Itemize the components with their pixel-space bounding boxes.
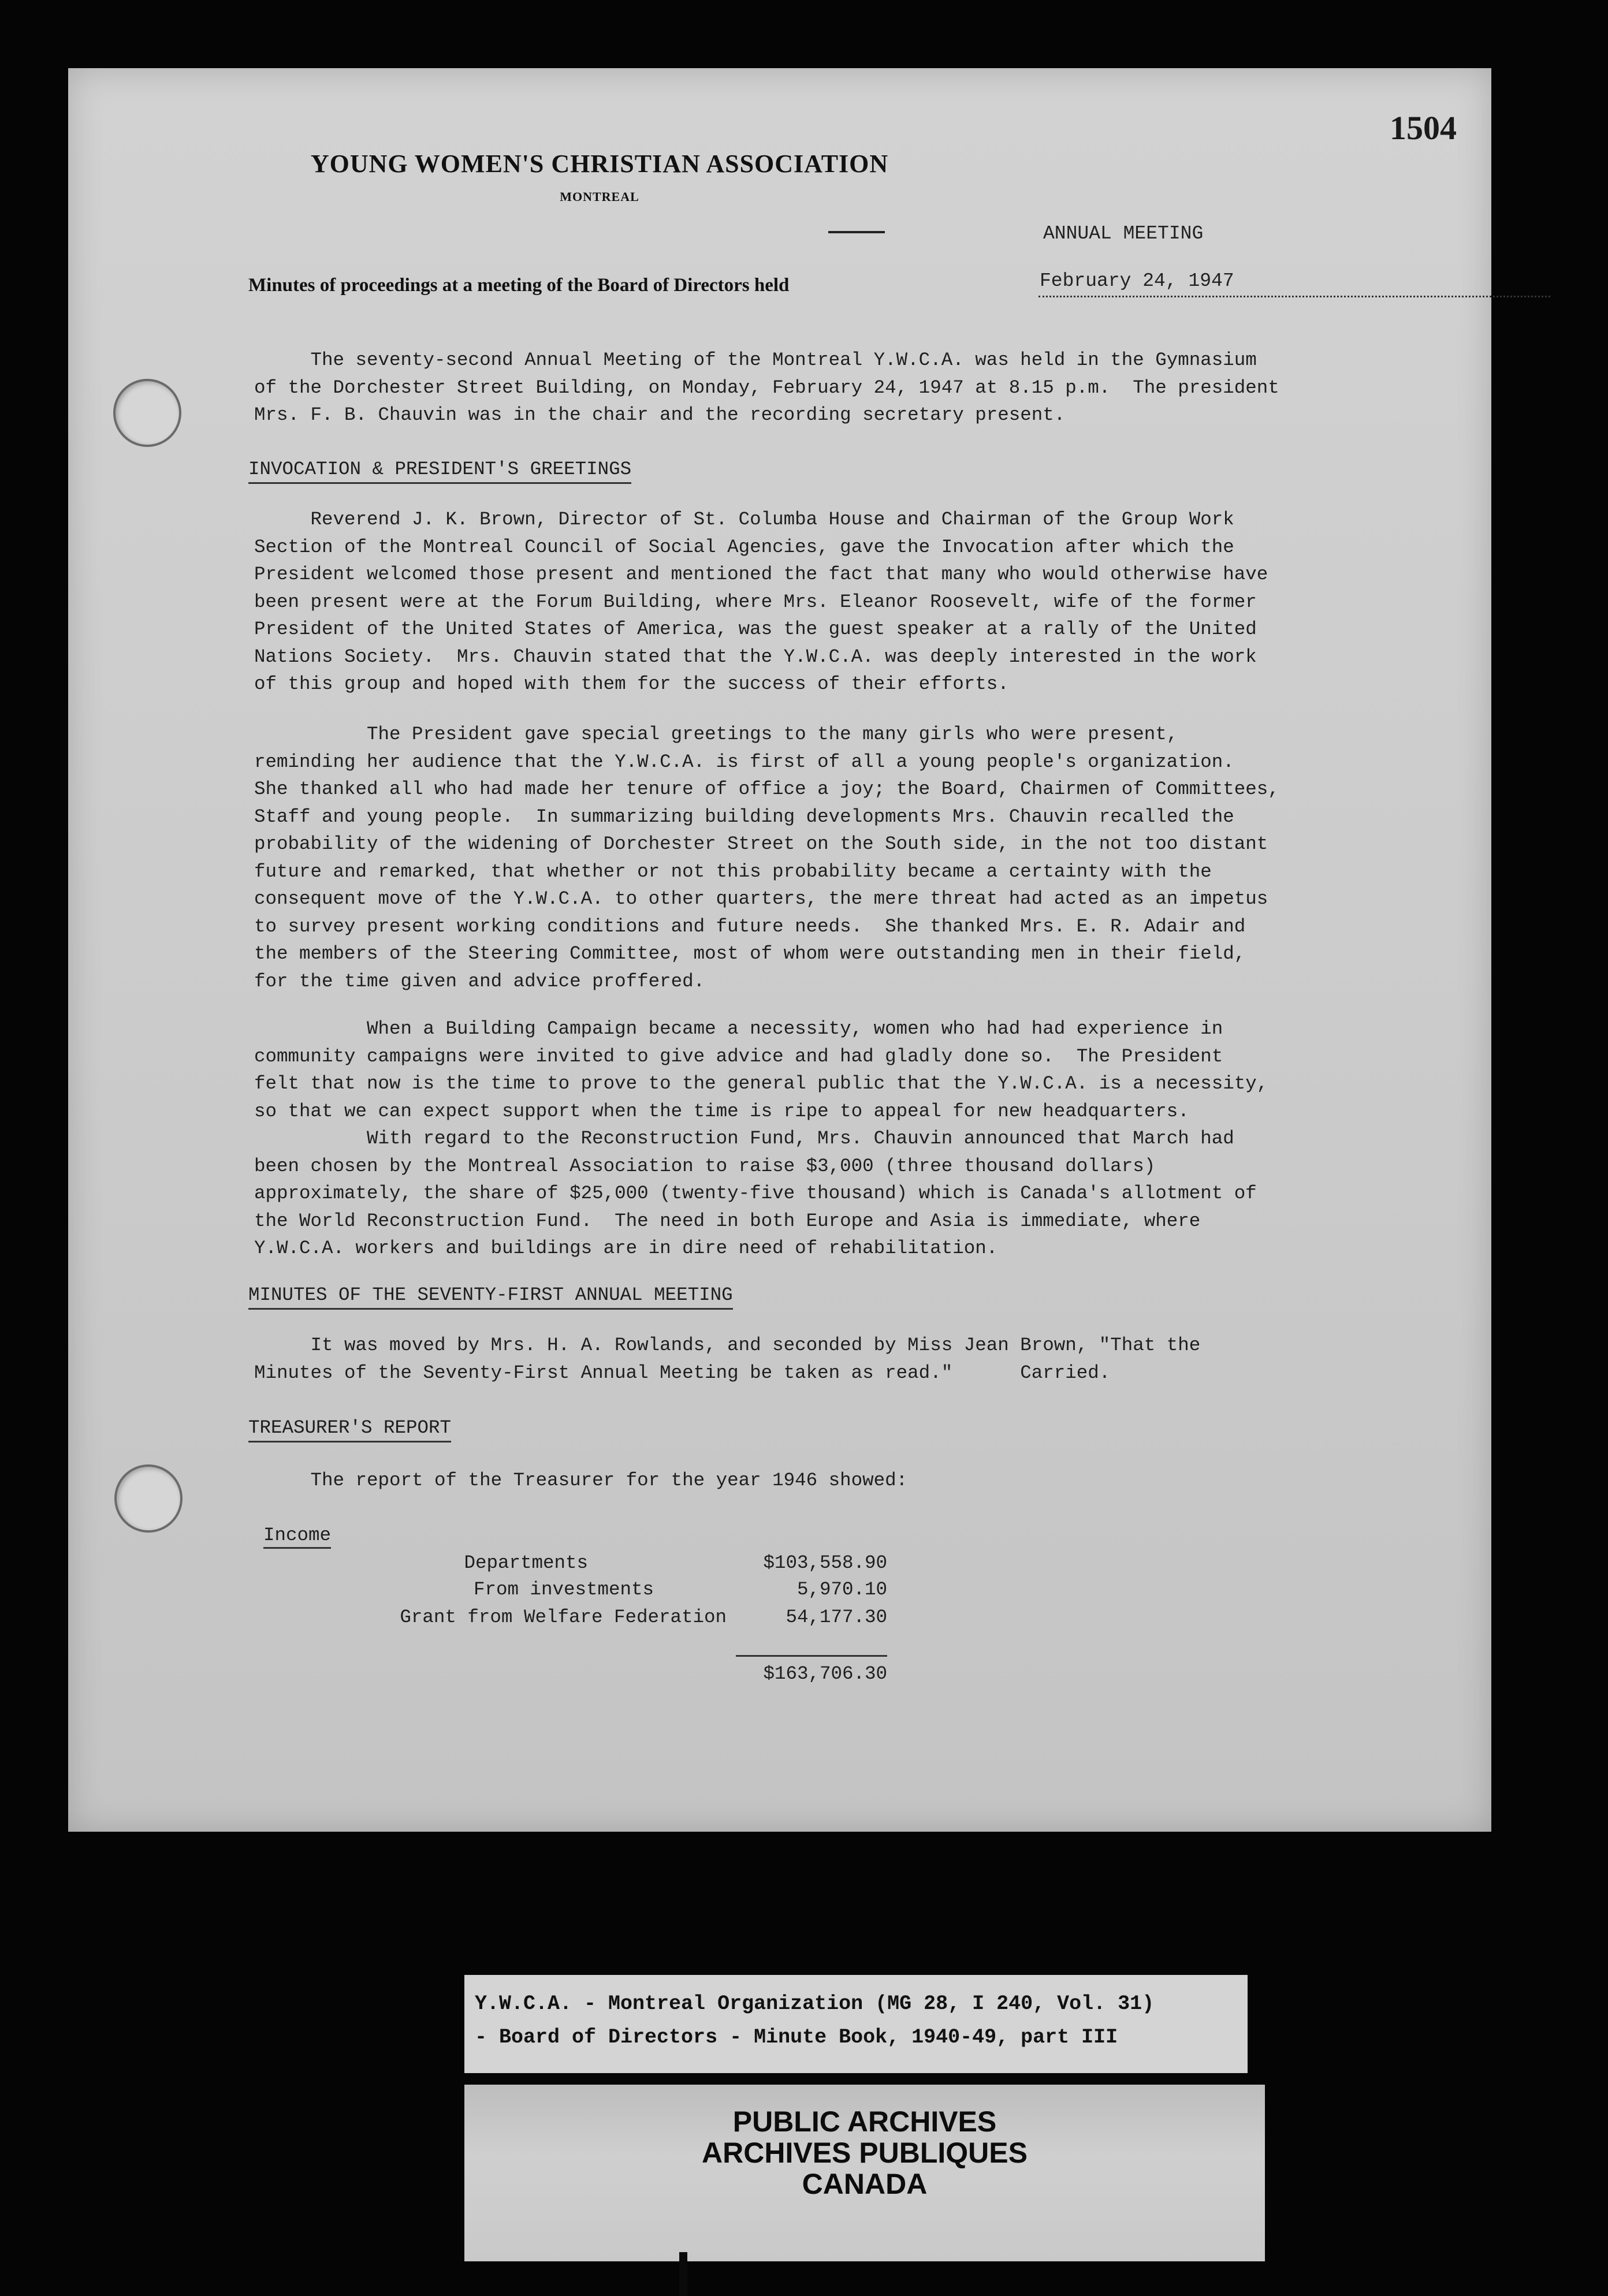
income-row-amount-wrap — [646, 1579, 887, 1605]
document-page — [68, 68, 1491, 1832]
income-row-label: From investments — [473, 1579, 654, 1600]
income-row-label: Departments — [464, 1552, 588, 1574]
greetings-paragraph: The President gave special greetings to the many girls who were present, reminding her audience that the Y.W.C.A. is first of all a young people's organization. She thanked all who had made her tenure of office a joy; the Board, Chairmen of Committees, Staff and young people. In summarizing building developments Mrs. Chauvin recalled the probability of the widening of Dorchester Street on the South side, in the not too distant future and remarked, that whether or not this probability became a certainty with the consequent move of the Y.W.C.A. to other quarters, the mere threat had acted as an impetus to survey present working conditions and future needs. She thanked Mrs. E. R. Adair and the members of the Steering Committee, most of whom were outstanding men in their field, for the time given and advice proffered. — [254, 724, 1279, 992]
income-row-amount: 5,970.10 — [796, 1579, 887, 1600]
stamp-line2: ARCHIVES PUBLIQUES — [702, 2137, 1028, 2169]
archive-reference-label — [464, 1975, 1248, 2073]
meeting-date: February 24, 1947 — [1040, 270, 1234, 292]
minutes-header-label: Minutes of proceedings at a meeting of the Board of Directors held — [248, 275, 790, 296]
minutes-heading: MINUTES OF THE SEVENTY-FIRST ANNUAL MEETING — [248, 1284, 733, 1310]
organization-city: MONTREAL — [560, 189, 639, 204]
treasurer-paragraph: The report of the Treasurer for the year 1946 showed: — [254, 1470, 908, 1491]
invocation-paragraph: Reverend J. K. Brown, Director of St. Columba House and Chairman of the Group Work Section of the Montreal Council of Social Agencies, gave the Invocation after which the President welcomed those present and mentioned the fact that many who would otherwise have been present were at the Forum Building, where Mrs. Eleanor Roosevelt, wife of the former President of the United States of America, was the guest speaker at a rally of the United Nations Society. Mrs. Chauvin stated that the Y.W.C.A. was deeply interested in the work of this group and hoped with them for the success of their efforts. — [254, 509, 1268, 695]
income-row — [68, 1579, 654, 1605]
stamp-line1: PUBLIC ARCHIVES — [732, 2105, 997, 2138]
meeting-type: ANNUAL MEETING — [1043, 223, 1204, 244]
minutes-paragraph: It was moved by Mrs. H. A. Rowlands, and seconded by Miss Jean Brown, "That the Minutes of the Seventy-First Annual Meeting be taken as read." Carried. — [254, 1335, 1201, 1384]
income-row — [68, 1552, 588, 1579]
invocation-heading: INVOCATION & PRESIDENT'S GREETINGS — [248, 459, 631, 484]
income-row-label: Grant from Welfare Federation — [400, 1607, 727, 1628]
treasurer-heading: TREASURER'S REPORT — [248, 1417, 451, 1443]
income-total: $163,706.30 — [763, 1663, 887, 1684]
page-number: 1504 — [1390, 109, 1457, 147]
archives-stamp — [464, 2085, 1265, 2261]
income-row — [68, 1607, 727, 1633]
income-row-amount: $103,558.90 — [763, 1552, 887, 1574]
minutes-header — [248, 270, 1563, 301]
punch-hole — [113, 379, 181, 447]
archive-reference-line2: - Board of Directors - Minute Book, 1940-49, part III — [475, 2026, 1118, 2049]
stamp-mark — [679, 2252, 687, 2296]
income-row-amount-wrap — [646, 1552, 887, 1579]
income-label: Income — [263, 1525, 331, 1549]
income-row-amount-wrap — [646, 1607, 887, 1633]
building-campaign-paragraph: When a Building Campaign became a necessity, women who had had experience in community campaigns were invited to give advice and had gladly done so. The President felt that now is the time to prove to the general public that the Y.W.C.A. is a necessity, so that we can expect support when the time is ripe to appeal for new headquarters. With regard to the Reconstruction Fund, Mrs. Chauvin announced that March had been chosen by the Montreal Association to raise $3,000 (three thousand dollars) approximately, the share of $25,000 (twenty-five thousand) which is Canada's allotment of the World Reconstruction Fund. The need in both Europe and Asia is immediate, where Y.W.C.A. workers and buildings are in dire need of rehabilitation. — [254, 1018, 1268, 1259]
stamp-line3: CANADA — [802, 2168, 928, 2200]
intro-paragraph: The seventy-second Annual Meeting of the Montreal Y.W.C.A. was held in the Gymnasium of the Dorchester Street Building, on Monday, February 24, 1947 at 8.15 p.m. The president Mrs. F. B. Chauvin was in the chair and the recording secretary present. — [254, 349, 1279, 426]
archive-reference-line1: Y.W.C.A. - Montreal Organization (MG 28, I 240, Vol. 31) — [475, 1992, 1155, 2015]
income-total-wrap — [646, 1663, 887, 1690]
organization-name: YOUNG WOMEN'S CHRISTIAN ASSOCIATION — [310, 150, 889, 178]
income-row-amount: 54,177.30 — [786, 1607, 887, 1628]
punch-hole — [114, 1464, 183, 1533]
letterhead-rule — [828, 231, 885, 233]
total-rule — [736, 1655, 887, 1657]
date-dotted-line — [1038, 296, 1550, 297]
